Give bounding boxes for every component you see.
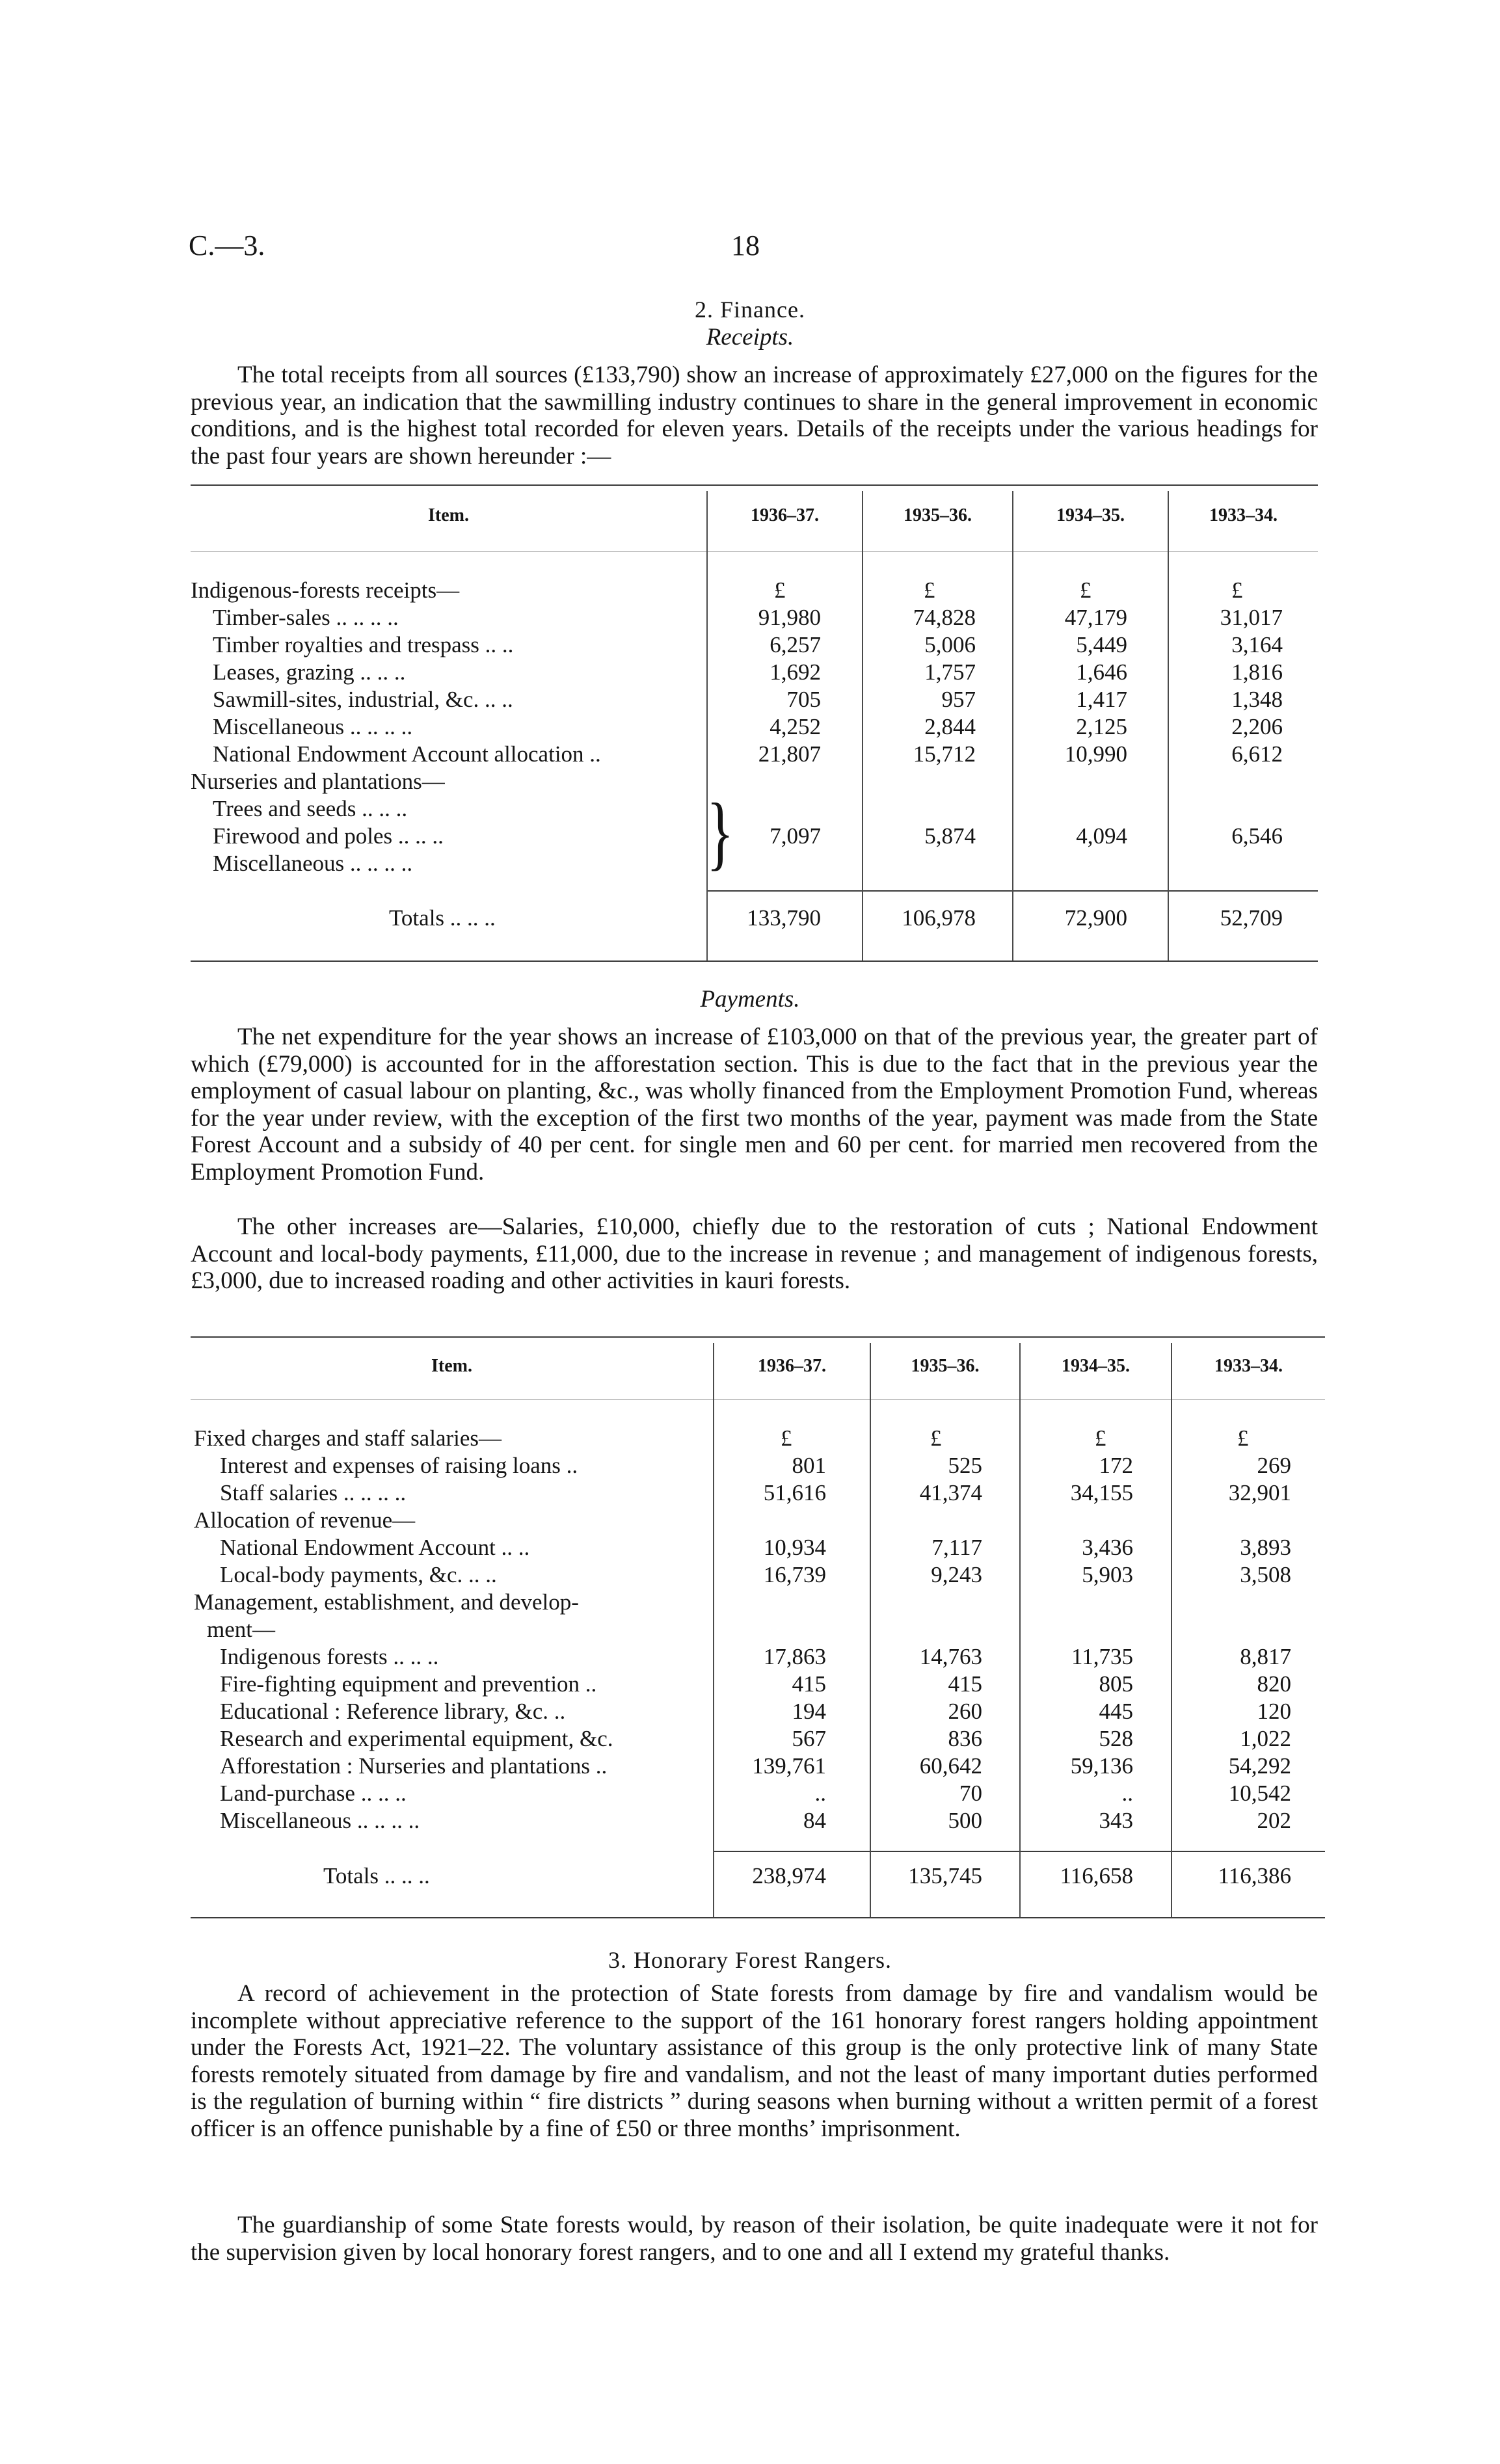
table-cell: 9,243 [931, 1562, 982, 1587]
table-row-label: Indigenous-forests receipts— [191, 577, 460, 603]
rangers-paragraph: The guardianship of some State forests would, by reason of their isolation, be quite inadequate were it not for the supervision given by local honorary forest rangers, and to one and all I extend my grateful thanks. [191, 2212, 1318, 2266]
payments-header-1935: 1935–36. [911, 1356, 980, 1376]
table-cell: 84 [803, 1808, 826, 1833]
table-cell: 1,348 [1231, 687, 1283, 712]
table-row-label: Indigenous forests .. .. .. [220, 1644, 439, 1669]
table-cell: .. [1121, 1781, 1133, 1806]
table-cell: 54,292 [1228, 1753, 1291, 1779]
currency-symbol: £ [1231, 577, 1243, 603]
currency-symbol: £ [1095, 1425, 1106, 1451]
table-cell: 805 [1099, 1671, 1133, 1697]
table-row-label: ment— [207, 1617, 275, 1642]
table-cell: 3,436 [1082, 1535, 1133, 1560]
table-cell: 11,735 [1071, 1644, 1133, 1669]
totals-cell: 116,658 [1060, 1863, 1133, 1888]
table-cell: 6,612 [1231, 741, 1283, 767]
table-cell: 10,542 [1228, 1781, 1291, 1806]
totals-cell: 135,745 [908, 1863, 982, 1888]
table-cell: 8,817 [1240, 1644, 1291, 1669]
table-row-label: Timber royalties and trespass .. .. [213, 632, 514, 657]
table-cell: 14,763 [919, 1644, 982, 1669]
currency-symbol: £ [774, 577, 786, 603]
rangers-heading: 3. Honorary Forest Rangers. [608, 1947, 892, 1973]
table-cell: 957 [941, 687, 976, 712]
totals-cell: 52,709 [1220, 905, 1283, 931]
table-cell: 567 [792, 1726, 826, 1751]
table-cell: 2,125 [1076, 714, 1127, 739]
currency-symbol: £ [930, 1425, 942, 1451]
table-cell: 32,901 [1228, 1480, 1291, 1505]
table-row-label: Land-purchase .. .. .. [220, 1781, 407, 1806]
table-cell: 1,646 [1076, 659, 1127, 685]
currency-symbol: £ [1080, 577, 1092, 603]
table-row-label: National Endowment Account allocation .. [213, 741, 601, 767]
table-cell: 17,863 [763, 1644, 826, 1669]
table-cell: 1,692 [770, 659, 821, 685]
rangers-paragraph: A record of achievement in the protection of State forests from damage by fire and vandalism would be incomplete without appreciative reference to the support of the 161 honorary forest rangers holding appointment under the Forests Act, 1921–22. The voluntary assistance of this group is the only protective link of many State forests remotely situated from damage by fire and vandalism, and not the least of many important duties performed is the regulation of burning within “ fire districts ” during seasons when burning without a written permit of a forest officer is an offence punishable by a fine of £50 or three months’ imprisonment. [191, 1980, 1318, 2142]
table-row-label: Management, establishment, and develop- [194, 1589, 579, 1615]
table-cell: 705 [786, 687, 821, 712]
receipts-subheading: Receipts. [706, 324, 794, 351]
table-cell: 836 [948, 1726, 982, 1751]
table-row-label: National Endowment Account .. .. [220, 1535, 530, 1560]
table-cell: 6,257 [770, 632, 821, 657]
totals-label: Totals .. .. .. [389, 905, 496, 931]
table-cell: 21,807 [758, 741, 821, 767]
table-cell: 194 [792, 1699, 826, 1724]
table-cell: 415 [792, 1671, 826, 1697]
payments-paragraph: The other increases are—Salaries, £10,000, chiefly due to the restoration of cuts ; National Endowment Account and local-body payments, £11,000, due to the increase in revenue ; and management of indigenous forests, £3,000, due to increased roading and other activities in kauri forests. [191, 1213, 1318, 1295]
table-cell: 16,739 [763, 1562, 826, 1587]
table-cell: 1,022 [1240, 1726, 1291, 1751]
table-cell: 3,508 [1240, 1562, 1291, 1587]
receipts-header-1934: 1934–35. [1056, 505, 1125, 525]
table-row-label: Miscellaneous .. .. .. .. [213, 714, 413, 739]
table-row-label: Nurseries and plantations— [191, 769, 445, 794]
table-cell: 525 [948, 1453, 982, 1478]
receipts-header-1935: 1935–36. [904, 505, 972, 525]
table-cell: .. [814, 1781, 826, 1806]
table-row-label: Allocation of revenue— [194, 1507, 416, 1533]
table-cell: 5,874 [924, 823, 976, 849]
table-row-label: Fixed charges and staff salaries— [194, 1425, 502, 1451]
payments-header-item: Item. [431, 1356, 472, 1376]
table-row-label: Timber-sales .. .. .. .. [213, 605, 399, 630]
totals-cell: 106,978 [902, 905, 976, 931]
table-cell: 139,761 [752, 1753, 826, 1779]
table-row-label: Interest and expenses of raising loans .. [220, 1453, 578, 1478]
table-cell: 3,893 [1240, 1535, 1291, 1560]
receipts-header-item: Item. [428, 505, 469, 525]
table-row-label: Staff salaries .. .. .. .. [220, 1480, 407, 1505]
table-cell: 59,136 [1070, 1753, 1133, 1779]
table-cell: 51,616 [763, 1480, 826, 1505]
page-number: 18 [731, 230, 760, 261]
table-row-label: Research and experimental equipment, &c. [220, 1726, 613, 1751]
payments-paragraph: The net expenditure for the year shows an increase of £103,000 on that of the previous year, the greater part of which (£79,000) is accounted for in the afforestation section. This is due to the fact that in the previous year the employment of casual labour on planting, &c., was wholly financed from the Employment Promotion Fund, whereas for the year under review, with the exception of the first two months of the year, payment was made from the State Forest Account and a subsidy of 40 per cent. for single men and 60 per cent. for married men recovered from the Employment Promotion Fund. [191, 1024, 1318, 1186]
table-cell: 1,757 [924, 659, 976, 685]
table-cell: 74,828 [913, 605, 976, 630]
payments-subheading: Payments. [700, 986, 800, 1013]
receipts-header-1936: 1936–37. [751, 505, 819, 525]
totals-label: Totals .. .. .. [323, 1863, 430, 1888]
table-cell: 528 [1099, 1726, 1133, 1751]
table-cell: 15,712 [913, 741, 976, 767]
table-cell: 5,006 [924, 632, 976, 657]
table-cell: 47,179 [1064, 605, 1127, 630]
table-cell: 500 [948, 1808, 982, 1833]
table-cell: 34,155 [1070, 1480, 1133, 1505]
table-cell: 7,097 [770, 823, 821, 849]
table-cell: 7,117 [931, 1535, 982, 1560]
table-row-label: Local-body payments, &c. .. .. [220, 1562, 497, 1587]
totals-cell: 133,790 [747, 905, 821, 931]
table-cell: 91,980 [758, 605, 821, 630]
totals-cell: 72,900 [1064, 905, 1127, 931]
table-cell: 172 [1099, 1453, 1133, 1478]
totals-cell: 238,974 [752, 1863, 826, 1888]
table-row-label: Leases, grazing .. .. .. [213, 659, 406, 685]
table-row-label: Firewood and poles .. .. .. [213, 823, 444, 849]
table-cell: 3,164 [1231, 632, 1283, 657]
table-row-label: Miscellaneous .. .. .. .. [213, 851, 413, 876]
table-cell: 41,374 [919, 1480, 982, 1505]
receipts-paragraph: The total receipts from all sources (£133,790) show an increase of approximately £27,000 on the figures for the previous year, an indication that the sawmilling industry continues to share in the general improvement in economic conditions, and is the highest total recorded for eleven years. Details of the receipts under the various headings for the past four years are shown hereunder :— [191, 362, 1318, 470]
table-cell: 2,206 [1231, 714, 1283, 739]
document-reference: C.—3. [189, 230, 265, 261]
table-cell: 4,252 [770, 714, 821, 739]
finance-heading: 2. Finance. [695, 297, 805, 323]
table-cell: 2,844 [924, 714, 976, 739]
payments-header-1934: 1934–35. [1062, 1356, 1130, 1376]
table-cell: 70 [959, 1781, 982, 1806]
table-row-label: Trees and seeds .. .. .. [213, 796, 408, 821]
totals-cell: 116,386 [1218, 1863, 1291, 1888]
table-cell: 6,546 [1231, 823, 1283, 849]
payments-header-1933: 1933–34. [1214, 1356, 1283, 1376]
table-cell: 10,934 [763, 1535, 826, 1560]
table-cell: 1,417 [1076, 687, 1127, 712]
currency-symbol: £ [924, 577, 935, 603]
table-cell: 5,449 [1076, 632, 1127, 657]
currency-symbol: £ [781, 1425, 792, 1451]
table-cell: 5,903 [1082, 1562, 1133, 1587]
table-cell: 1,816 [1231, 659, 1283, 685]
table-row-label: Miscellaneous .. .. .. .. [220, 1808, 420, 1833]
table-row-label: Sawmill-sites, industrial, &c. .. .. [213, 687, 513, 712]
table-cell: 4,094 [1076, 823, 1127, 849]
receipts-header-1933: 1933–34. [1209, 505, 1278, 525]
table-cell: 202 [1257, 1808, 1291, 1833]
table-row-label: Afforestation : Nurseries and plantations .. [220, 1753, 608, 1779]
table-row-label: Fire-fighting equipment and prevention .. [220, 1671, 597, 1697]
table-cell: 120 [1257, 1699, 1291, 1724]
table-cell: 60,642 [919, 1753, 982, 1779]
table-cell: 269 [1257, 1453, 1291, 1478]
table-row-label: Educational : Reference library, &c. .. [220, 1699, 566, 1724]
table-cell: 820 [1257, 1671, 1291, 1697]
table-cell: 343 [1099, 1808, 1133, 1833]
currency-symbol: £ [1237, 1425, 1249, 1451]
table-cell: 31,017 [1220, 605, 1283, 630]
table-cell: 260 [948, 1699, 982, 1724]
table-cell: 415 [948, 1671, 982, 1697]
table-cell: 801 [792, 1453, 826, 1478]
grouping-brace: } [706, 787, 734, 879]
payments-header-1936: 1936–37. [758, 1356, 826, 1376]
table-cell: 445 [1099, 1699, 1133, 1724]
table-cell: 10,990 [1064, 741, 1127, 767]
